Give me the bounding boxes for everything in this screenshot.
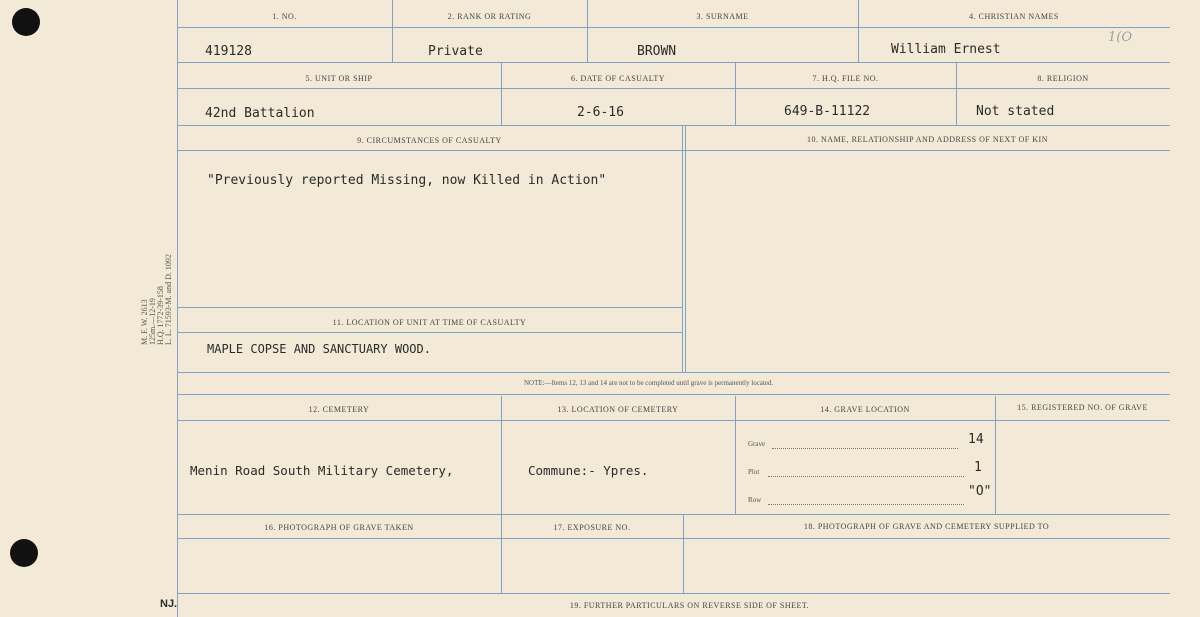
note: NOTE:—Items 12, 13 and 14 are not to be completed until grave is permanently located. [524, 379, 774, 387]
header-cemetery: 12. CEMETERY [308, 405, 370, 414]
value-plot: 1 [974, 460, 982, 475]
header-location-unit: 11. LOCATION OF UNIT AT TIME OF CASUALTY [332, 318, 527, 327]
side-print-1: M. F. W. 2613 [140, 299, 149, 345]
margin-note: 1(O [1108, 30, 1133, 45]
rule [177, 538, 1170, 539]
header-location-cemetery: 13. LOCATION OF CEMETERY [557, 405, 679, 414]
plot-label: Plot [748, 468, 760, 476]
rule [177, 593, 1170, 594]
rule [177, 514, 1170, 515]
header-rank: 2. RANK OR RATING [447, 12, 532, 21]
header-photo-taken: 16. PHOTOGRAPH OF GRAVE TAKEN [264, 523, 414, 532]
rule [177, 27, 1170, 28]
rule [685, 125, 686, 372]
header-circumstances: 9. CIRCUMSTANCES OF CASUALTY [357, 136, 502, 145]
value-row: "O" [968, 484, 992, 499]
side-print-2: 125m.—12-19 [148, 298, 157, 345]
punch-hole-top [12, 8, 40, 36]
value-unit: 42nd Battalion [205, 106, 315, 121]
rule [501, 62, 502, 125]
header-religion: 8. RELIGION [1037, 74, 1089, 83]
plot-dots [768, 476, 964, 477]
rule [682, 125, 683, 372]
initials: NJ. [160, 598, 178, 610]
rule [956, 62, 957, 125]
side-print-3: H.Q. 1772-39-158 [156, 286, 165, 345]
value-surname: BROWN [637, 44, 677, 59]
rule [177, 394, 1170, 395]
value-location-cemetery: Commune:- Ypres. [528, 463, 649, 478]
value-no: 419128 [205, 44, 252, 59]
rule [995, 396, 996, 514]
rule [177, 307, 682, 308]
further-particulars: 19. FURTHER PARTICULARS ON REVERSE SIDE OF SHEET. [569, 601, 810, 610]
rule [177, 150, 1170, 151]
rule [177, 88, 1170, 89]
rule [735, 62, 736, 125]
header-registered-no: 15. REGISTERED NO. OF GRAVE [1017, 403, 1148, 412]
value-christian-names: William Ernest [891, 42, 1001, 57]
value-grave: 14 [968, 432, 984, 447]
rule [177, 332, 682, 333]
header-hq-file: 7. H.Q. FILE NO. [812, 74, 879, 83]
header-date: 6. DATE OF CASUALTY [570, 74, 666, 83]
rule [177, 372, 1170, 373]
row-dots [768, 504, 964, 505]
header-photo-supplied: 18. PHOTOGRAPH OF GRAVE AND CEMETERY SUPPLIED TO [803, 522, 1050, 531]
punch-hole-bottom [10, 539, 38, 567]
value-circumstances: "Previously reported Missing, now Killed in Action" [207, 173, 607, 188]
rule [177, 62, 1170, 63]
grave-dots [772, 448, 958, 449]
value-rank: Private [428, 44, 483, 59]
grave-label: Grave [748, 440, 766, 448]
header-christian-names: 4. CHRISTIAN NAMES [969, 12, 1059, 21]
rule [177, 125, 1170, 126]
rule [587, 0, 588, 62]
value-hq-file: 649-B-11122 [784, 104, 871, 119]
header-no: 1. NO. [272, 12, 297, 21]
row-label: Row [748, 496, 762, 504]
header-exposure: 17. EXPOSURE NO. [553, 523, 631, 532]
header-unit: 5. UNIT OR SHIP [305, 74, 373, 83]
rule [858, 0, 859, 62]
header-next-of-kin: 10. NAME, RELATIONSHIP AND ADDRESS OF NEXT OF KIN [807, 135, 1048, 144]
rule [177, 420, 1170, 421]
value-date: 2-6-16 [577, 105, 624, 120]
side-print-4: L. L. 71593-M. and D. 1092 [164, 254, 173, 345]
value-cemetery: Menin Road South Military Cemetery, [190, 463, 454, 478]
value-location-unit: MAPLE COPSE AND SANCTUARY WOOD. [207, 342, 431, 356]
header-surname: 3. SURNAME [696, 12, 749, 21]
value-religion: Not stated [976, 104, 1055, 119]
rule [392, 0, 393, 62]
header-grave-location: 14. GRAVE LOCATION [820, 405, 910, 414]
